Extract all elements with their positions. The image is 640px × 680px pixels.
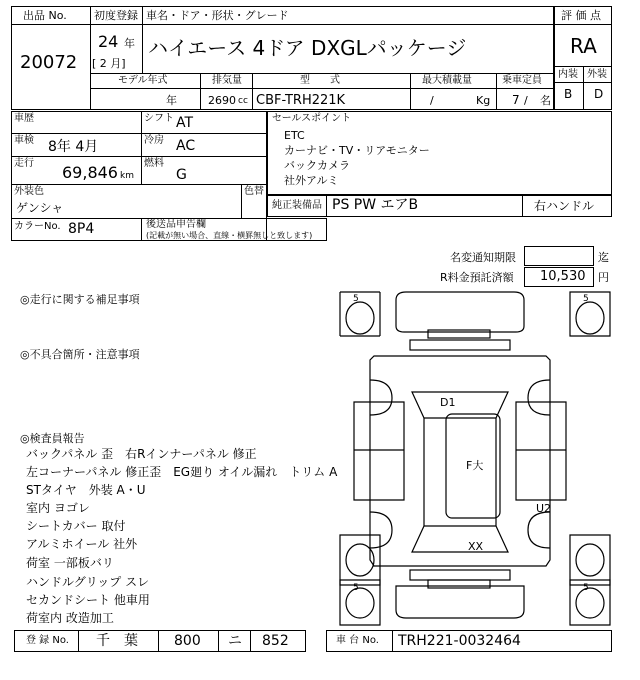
payload-unit: Kg [476, 94, 491, 107]
payload-slash: / [430, 94, 434, 107]
damage-mark: F大 [466, 459, 484, 472]
reg-v1 [78, 630, 79, 652]
first-reg-year: 24 [98, 32, 119, 51]
damage-mark: U2 [536, 502, 552, 515]
tire-label: 5 [583, 583, 589, 593]
carname-label: 車名・ドア・形状・グレード [146, 9, 289, 22]
displacement-value: 2690 [208, 94, 236, 107]
transfer-deadline-label: 名変通知期限 [450, 251, 516, 264]
equipment-value: PS PW エアB [332, 197, 419, 213]
tire-label: 5 [583, 294, 589, 304]
ext-color-value: ゲンシャ [16, 201, 64, 215]
sales-item: 社外アルミ [284, 174, 339, 187]
tire-label: 5 [353, 294, 359, 304]
left-door-panel [354, 402, 404, 500]
capacity-unit: 名 [540, 94, 551, 107]
interior-label: 内装 [558, 69, 578, 80]
mileage-label: 走行 [14, 158, 34, 169]
capacity-label: 乗車定員 [502, 75, 542, 86]
first-reg-month: [ 2 月] [92, 57, 126, 70]
color-change-label: 色替 [244, 186, 264, 197]
lot-label: 出品 No. [23, 9, 67, 22]
rear-right-wheel-arch [528, 512, 550, 548]
ext-color-label: 外装色 [14, 186, 44, 197]
inspection-value: 8年 4月 [48, 139, 99, 155]
defect-title: ◎不具合箇所・注意事項 [20, 348, 140, 361]
aftermarket-label: 後送品申告欄 [146, 219, 206, 230]
capacity-value: 7 [512, 93, 520, 107]
fuel-label: 燃料 [144, 158, 164, 169]
front-bumper-outline [396, 292, 524, 332]
payload-label: 最大積載量 [422, 75, 472, 86]
tire-box-front-right [570, 292, 610, 336]
rear-left-wheel-arch [370, 512, 392, 548]
first-reg-label: 初度登録 [94, 9, 138, 22]
inspector-line: 荷室 一部板バリ [26, 556, 114, 570]
chassis-number: TRH221-0032464 [398, 633, 521, 649]
lot-number: 20072 [20, 52, 78, 73]
rear-window [412, 526, 508, 552]
tire-box-rear-right [570, 535, 610, 585]
reg-v4 [250, 630, 251, 652]
reg-v3 [218, 630, 219, 652]
inspector-line: STタイヤ 外装 A・U [26, 483, 146, 497]
mileage-unit: km [120, 171, 134, 181]
tire-label: 5 [353, 583, 359, 593]
shift-value: AT [176, 115, 194, 131]
sales-item: カーナビ・TV・リアモニター [284, 144, 430, 157]
sales-item: バックカメラ [284, 159, 350, 172]
tire-box-rear-left [340, 535, 380, 585]
car-name: ハイエース 4ドア DXGLパッケージ [148, 36, 467, 60]
sales-item: ETC [284, 129, 305, 142]
model-year-unit: 年 [166, 94, 177, 107]
equipment-label: 純正装備品 [272, 200, 322, 211]
inspector-line: バックパネル 歪 右Rインナーパネル 修正 [26, 447, 257, 461]
inspection-label: 車検 [14, 135, 34, 146]
inspector-line: 室内 ヨゴレ [26, 501, 90, 515]
rating-value: RA [570, 34, 597, 58]
interior-grade: B [564, 87, 573, 101]
inspector-line: シートカバー 取付 [26, 519, 126, 533]
front-right-wheel-arch [528, 380, 550, 415]
ac-value: AC [176, 138, 196, 154]
reg-area: 千 葉 [96, 633, 138, 649]
inspector-line: アルミホイール 社外 [26, 537, 138, 551]
exterior-grade: D [594, 87, 604, 101]
reg-v2 [158, 630, 159, 652]
inspector-line: セカンドシート 他車用 [26, 593, 150, 607]
transfer-deadline-unit: 迄 [598, 251, 609, 264]
type-value: CBF-TRH221K [256, 93, 346, 108]
history-label: 車歴 [14, 113, 34, 124]
model-year-label: モデル年式 [118, 75, 168, 86]
rear-plate [428, 580, 490, 588]
color-no-value: 8P4 [68, 221, 95, 237]
mileage-value: 69,846 [62, 163, 118, 182]
inspector-line: 左コーナーパネル 修正歪 EG廻り オイル漏れ トリム A [26, 465, 338, 479]
tire-box-spare-bottom-right [570, 580, 610, 625]
sales-points-label: セールスポイント [272, 113, 352, 124]
rating-label: 評 価 点 [561, 9, 601, 22]
exterior-label: 外装 [587, 69, 607, 80]
displacement-label: 排気量 [212, 75, 242, 86]
inspector-line: 荷室内 改造加工 [26, 611, 114, 625]
front-grille [428, 330, 490, 338]
chassis-label: 車 台 No. [336, 635, 379, 646]
color-no-label: カラーNo. [14, 221, 61, 232]
tire-box-front-left [340, 292, 380, 336]
recycle-fee-label: R料金預託済額 [440, 271, 514, 284]
reg-no-label: 登 録 No. [26, 635, 69, 646]
recycle-fee-value: 10,530 [540, 269, 586, 284]
chassis-v1 [392, 630, 393, 652]
supplement-title: ◎走行に関する補足事項 [20, 293, 140, 306]
right-door-panel [516, 402, 566, 500]
tire-box-spare-bottom-left [340, 580, 380, 625]
reg-kana: ニ [228, 633, 242, 649]
displacement-unit: cc [238, 96, 248, 106]
body-outline [370, 356, 550, 566]
damage-mark: XX [468, 540, 484, 553]
fuel-value: G [176, 167, 187, 183]
rear-bumper-outline [396, 586, 524, 618]
aftermarket-note: (記載が無い場合、直線・横罫無しと致します) [146, 231, 313, 240]
type-label: 型 式 [300, 75, 340, 86]
rear-light-bar [410, 570, 510, 580]
inspector-line: ハンドルグリップ スレ [26, 575, 150, 589]
capacity-slash: / [524, 94, 528, 107]
headlight-bar [410, 340, 510, 350]
reg-class: 800 [174, 633, 201, 649]
steering-value: 右ハンドル [534, 199, 595, 213]
reg-number: 852 [262, 633, 289, 649]
damage-mark: D1 [440, 396, 456, 409]
shift-label: シフト [144, 113, 174, 124]
inspector-title: ◎検査員報告 [20, 432, 85, 445]
recycle-fee-unit: 円 [598, 271, 609, 284]
front-left-wheel-arch [370, 380, 392, 415]
ac-label: 冷房 [144, 135, 164, 146]
year-unit: 年 [124, 37, 135, 50]
